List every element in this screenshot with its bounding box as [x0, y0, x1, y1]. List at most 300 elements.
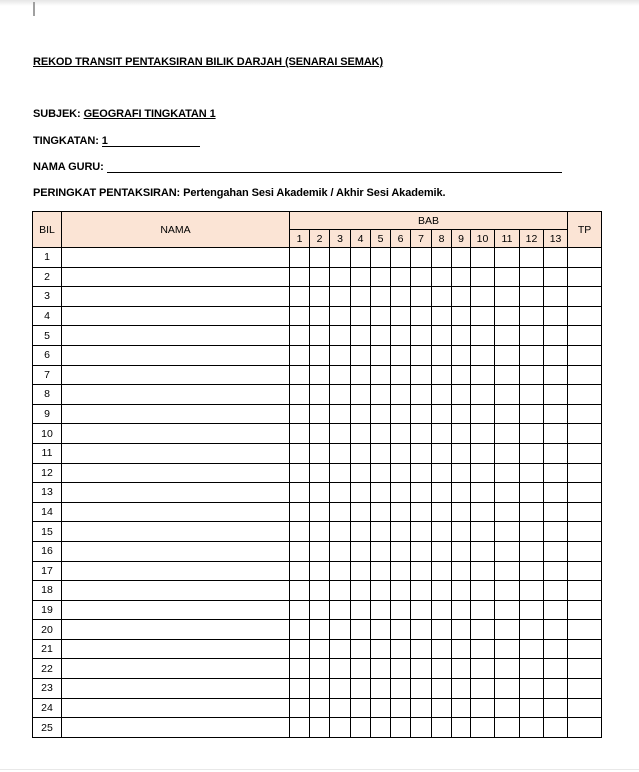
bab-10-cell[interactable]	[471, 679, 495, 699]
tp-cell[interactable]	[568, 483, 602, 503]
bab-6-cell[interactable]	[391, 365, 411, 385]
bab-5-cell[interactable]	[371, 541, 391, 561]
tp-cell[interactable]	[568, 443, 602, 463]
nama-guru-field[interactable]	[107, 161, 562, 173]
bab-4-cell[interactable]	[351, 365, 371, 385]
bab-5-cell[interactable]	[371, 600, 391, 620]
bab-5-cell[interactable]	[371, 620, 391, 640]
tingkatan-field[interactable]	[102, 135, 200, 147]
tp-cell[interactable]	[568, 679, 602, 699]
bab-6-cell[interactable]	[391, 620, 411, 640]
bab-11-cell[interactable]	[495, 620, 520, 640]
bab-3-cell[interactable]	[330, 561, 351, 581]
bab-8-cell[interactable]	[432, 561, 452, 581]
bab-1-cell[interactable]	[290, 679, 310, 699]
tp-cell[interactable]	[568, 698, 602, 718]
bab-11-cell[interactable]	[495, 248, 520, 268]
name-cell[interactable]	[62, 522, 290, 542]
bab-1-cell[interactable]	[290, 522, 310, 542]
bab-9-cell[interactable]	[452, 345, 471, 365]
bab-11-cell[interactable]	[495, 522, 520, 542]
bab-7-cell[interactable]	[411, 522, 432, 542]
bab-2-cell[interactable]	[310, 600, 330, 620]
bab-10-cell[interactable]	[471, 287, 495, 307]
bab-3-cell[interactable]	[330, 502, 351, 522]
bab-9-cell[interactable]	[452, 424, 471, 444]
bab-8-cell[interactable]	[432, 248, 452, 268]
bab-11-cell[interactable]	[495, 600, 520, 620]
bab-10-cell[interactable]	[471, 541, 495, 561]
bab-2-cell[interactable]	[310, 404, 330, 424]
bab-7-cell[interactable]	[411, 541, 432, 561]
name-cell[interactable]	[62, 443, 290, 463]
bab-7-cell[interactable]	[411, 287, 432, 307]
bab-13-cell[interactable]	[544, 424, 568, 444]
bab-12-cell[interactable]	[520, 306, 544, 326]
name-cell[interactable]	[62, 698, 290, 718]
bab-12-cell[interactable]	[520, 541, 544, 561]
bab-7-cell[interactable]	[411, 581, 432, 601]
bab-9-cell[interactable]	[452, 326, 471, 346]
bab-9-cell[interactable]	[452, 541, 471, 561]
bab-8-cell[interactable]	[432, 659, 452, 679]
bab-3-cell[interactable]	[330, 443, 351, 463]
bab-7-cell[interactable]	[411, 698, 432, 718]
bab-5-cell[interactable]	[371, 267, 391, 287]
bab-6-cell[interactable]	[391, 718, 411, 738]
bab-10-cell[interactable]	[471, 424, 495, 444]
name-cell[interactable]	[62, 581, 290, 601]
bab-13-cell[interactable]	[544, 326, 568, 346]
bab-3-cell[interactable]	[330, 365, 351, 385]
bab-5-cell[interactable]	[371, 502, 391, 522]
bab-12-cell[interactable]	[520, 679, 544, 699]
tp-cell[interactable]	[568, 639, 602, 659]
bab-8-cell[interactable]	[432, 639, 452, 659]
bab-13-cell[interactable]	[544, 522, 568, 542]
bab-1-cell[interactable]	[290, 561, 310, 581]
bab-6-cell[interactable]	[391, 502, 411, 522]
bab-5-cell[interactable]	[371, 483, 391, 503]
bab-13-cell[interactable]	[544, 443, 568, 463]
name-cell[interactable]	[62, 326, 290, 346]
bab-9-cell[interactable]	[452, 600, 471, 620]
bab-11-cell[interactable]	[495, 424, 520, 444]
name-cell[interactable]	[62, 541, 290, 561]
bab-6-cell[interactable]	[391, 698, 411, 718]
bab-13-cell[interactable]	[544, 659, 568, 679]
bab-3-cell[interactable]	[330, 345, 351, 365]
bab-1-cell[interactable]	[290, 404, 310, 424]
subjek-value[interactable]: GEOGRAFI TINGKATAN 1	[83, 108, 216, 120]
bab-4-cell[interactable]	[351, 659, 371, 679]
bab-5-cell[interactable]	[371, 404, 391, 424]
bab-1-cell[interactable]	[290, 483, 310, 503]
bab-11-cell[interactable]	[495, 541, 520, 561]
name-cell[interactable]	[62, 502, 290, 522]
name-cell[interactable]	[62, 620, 290, 640]
bab-1-cell[interactable]	[290, 620, 310, 640]
name-cell[interactable]	[62, 600, 290, 620]
bab-12-cell[interactable]	[520, 483, 544, 503]
bab-9-cell[interactable]	[452, 718, 471, 738]
bab-12-cell[interactable]	[520, 365, 544, 385]
bab-6-cell[interactable]	[391, 639, 411, 659]
bab-5-cell[interactable]	[371, 561, 391, 581]
bab-4-cell[interactable]	[351, 679, 371, 699]
bab-13-cell[interactable]	[544, 600, 568, 620]
bab-5-cell[interactable]	[371, 698, 391, 718]
bab-11-cell[interactable]	[495, 443, 520, 463]
tp-cell[interactable]	[568, 463, 602, 483]
bab-8-cell[interactable]	[432, 326, 452, 346]
bab-5-cell[interactable]	[371, 385, 391, 405]
bab-6-cell[interactable]	[391, 287, 411, 307]
bab-10-cell[interactable]	[471, 581, 495, 601]
bab-9-cell[interactable]	[452, 404, 471, 424]
bab-9-cell[interactable]	[452, 620, 471, 640]
bab-7-cell[interactable]	[411, 600, 432, 620]
bab-11-cell[interactable]	[495, 483, 520, 503]
bab-2-cell[interactable]	[310, 424, 330, 444]
tp-cell[interactable]	[568, 326, 602, 346]
bab-4-cell[interactable]	[351, 443, 371, 463]
bab-6-cell[interactable]	[391, 385, 411, 405]
bab-11-cell[interactable]	[495, 718, 520, 738]
bab-7-cell[interactable]	[411, 385, 432, 405]
bab-3-cell[interactable]	[330, 620, 351, 640]
bab-7-cell[interactable]	[411, 620, 432, 640]
bab-2-cell[interactable]	[310, 326, 330, 346]
bab-5-cell[interactable]	[371, 443, 391, 463]
bab-6-cell[interactable]	[391, 600, 411, 620]
bab-10-cell[interactable]	[471, 248, 495, 268]
bab-10-cell[interactable]	[471, 718, 495, 738]
bab-6-cell[interactable]	[391, 424, 411, 444]
bab-7-cell[interactable]	[411, 404, 432, 424]
bab-8-cell[interactable]	[432, 463, 452, 483]
bab-10-cell[interactable]	[471, 306, 495, 326]
bab-6-cell[interactable]	[391, 581, 411, 601]
name-cell[interactable]	[62, 424, 290, 444]
bab-8-cell[interactable]	[432, 385, 452, 405]
tp-cell[interactable]	[568, 345, 602, 365]
bab-12-cell[interactable]	[520, 287, 544, 307]
bab-8-cell[interactable]	[432, 365, 452, 385]
tp-cell[interactable]	[568, 365, 602, 385]
bab-10-cell[interactable]	[471, 365, 495, 385]
bab-7-cell[interactable]	[411, 561, 432, 581]
bab-3-cell[interactable]	[330, 679, 351, 699]
bab-7-cell[interactable]	[411, 248, 432, 268]
bab-10-cell[interactable]	[471, 561, 495, 581]
tp-cell[interactable]	[568, 306, 602, 326]
bab-3-cell[interactable]	[330, 385, 351, 405]
bab-7-cell[interactable]	[411, 365, 432, 385]
bab-1-cell[interactable]	[290, 248, 310, 268]
bab-11-cell[interactable]	[495, 561, 520, 581]
tp-cell[interactable]	[568, 718, 602, 738]
bab-9-cell[interactable]	[452, 659, 471, 679]
bab-4-cell[interactable]	[351, 502, 371, 522]
bab-3-cell[interactable]	[330, 639, 351, 659]
bab-6-cell[interactable]	[391, 463, 411, 483]
bab-1-cell[interactable]	[290, 385, 310, 405]
tp-cell[interactable]	[568, 385, 602, 405]
bab-11-cell[interactable]	[495, 679, 520, 699]
bab-11-cell[interactable]	[495, 287, 520, 307]
name-cell[interactable]	[62, 287, 290, 307]
bab-12-cell[interactable]	[520, 600, 544, 620]
bab-9-cell[interactable]	[452, 385, 471, 405]
bab-13-cell[interactable]	[544, 581, 568, 601]
bab-7-cell[interactable]	[411, 326, 432, 346]
bab-10-cell[interactable]	[471, 463, 495, 483]
bab-11-cell[interactable]	[495, 698, 520, 718]
name-cell[interactable]	[62, 659, 290, 679]
bab-2-cell[interactable]	[310, 463, 330, 483]
bab-12-cell[interactable]	[520, 248, 544, 268]
bab-9-cell[interactable]	[452, 639, 471, 659]
bab-6-cell[interactable]	[391, 541, 411, 561]
bab-2-cell[interactable]	[310, 483, 330, 503]
name-cell[interactable]	[62, 718, 290, 738]
bab-12-cell[interactable]	[520, 698, 544, 718]
bab-11-cell[interactable]	[495, 345, 520, 365]
tp-cell[interactable]	[568, 248, 602, 268]
bab-10-cell[interactable]	[471, 502, 495, 522]
bab-9-cell[interactable]	[452, 483, 471, 503]
bab-7-cell[interactable]	[411, 345, 432, 365]
tp-cell[interactable]	[568, 267, 602, 287]
bab-7-cell[interactable]	[411, 483, 432, 503]
bab-9-cell[interactable]	[452, 248, 471, 268]
tp-cell[interactable]	[568, 522, 602, 542]
bab-12-cell[interactable]	[520, 267, 544, 287]
bab-6-cell[interactable]	[391, 679, 411, 699]
bab-12-cell[interactable]	[520, 659, 544, 679]
bab-10-cell[interactable]	[471, 404, 495, 424]
bab-5-cell[interactable]	[371, 345, 391, 365]
bab-11-cell[interactable]	[495, 326, 520, 346]
bab-11-cell[interactable]	[495, 659, 520, 679]
bab-6-cell[interactable]	[391, 404, 411, 424]
tp-cell[interactable]	[568, 581, 602, 601]
tp-cell[interactable]	[568, 404, 602, 424]
bab-1-cell[interactable]	[290, 365, 310, 385]
bab-10-cell[interactable]	[471, 698, 495, 718]
bab-10-cell[interactable]	[471, 639, 495, 659]
bab-8-cell[interactable]	[432, 443, 452, 463]
bab-1-cell[interactable]	[290, 718, 310, 738]
bab-11-cell[interactable]	[495, 306, 520, 326]
bab-3-cell[interactable]	[330, 248, 351, 268]
bab-12-cell[interactable]	[520, 443, 544, 463]
bab-4-cell[interactable]	[351, 248, 371, 268]
bab-9-cell[interactable]	[452, 463, 471, 483]
bab-4-cell[interactable]	[351, 267, 371, 287]
bab-7-cell[interactable]	[411, 639, 432, 659]
bab-2-cell[interactable]	[310, 561, 330, 581]
bab-8-cell[interactable]	[432, 679, 452, 699]
name-cell[interactable]	[62, 483, 290, 503]
bab-11-cell[interactable]	[495, 385, 520, 405]
bab-1-cell[interactable]	[290, 581, 310, 601]
bab-12-cell[interactable]	[520, 424, 544, 444]
bab-3-cell[interactable]	[330, 404, 351, 424]
bab-6-cell[interactable]	[391, 248, 411, 268]
bab-9-cell[interactable]	[452, 502, 471, 522]
bab-7-cell[interactable]	[411, 443, 432, 463]
bab-6-cell[interactable]	[391, 443, 411, 463]
bab-1-cell[interactable]	[290, 639, 310, 659]
bab-7-cell[interactable]	[411, 502, 432, 522]
bab-3-cell[interactable]	[330, 600, 351, 620]
bab-1-cell[interactable]	[290, 267, 310, 287]
bab-2-cell[interactable]	[310, 522, 330, 542]
bab-12-cell[interactable]	[520, 502, 544, 522]
bab-11-cell[interactable]	[495, 502, 520, 522]
name-cell[interactable]	[62, 365, 290, 385]
bab-4-cell[interactable]	[351, 718, 371, 738]
bab-13-cell[interactable]	[544, 463, 568, 483]
bab-9-cell[interactable]	[452, 581, 471, 601]
bab-12-cell[interactable]	[520, 326, 544, 346]
bab-13-cell[interactable]	[544, 248, 568, 268]
bab-2-cell[interactable]	[310, 679, 330, 699]
name-cell[interactable]	[62, 404, 290, 424]
bab-2-cell[interactable]	[310, 502, 330, 522]
bab-13-cell[interactable]	[544, 561, 568, 581]
bab-8-cell[interactable]	[432, 345, 452, 365]
tp-cell[interactable]	[568, 659, 602, 679]
bab-4-cell[interactable]	[351, 581, 371, 601]
tp-cell[interactable]	[568, 600, 602, 620]
bab-10-cell[interactable]	[471, 522, 495, 542]
bab-12-cell[interactable]	[520, 345, 544, 365]
bab-11-cell[interactable]	[495, 639, 520, 659]
bab-13-cell[interactable]	[544, 541, 568, 561]
bab-4-cell[interactable]	[351, 541, 371, 561]
bab-12-cell[interactable]	[520, 561, 544, 581]
bab-1-cell[interactable]	[290, 659, 310, 679]
bab-4-cell[interactable]	[351, 639, 371, 659]
bab-5-cell[interactable]	[371, 679, 391, 699]
bab-4-cell[interactable]	[351, 600, 371, 620]
bab-3-cell[interactable]	[330, 698, 351, 718]
bab-6-cell[interactable]	[391, 326, 411, 346]
bab-5-cell[interactable]	[371, 639, 391, 659]
bab-7-cell[interactable]	[411, 463, 432, 483]
bab-13-cell[interactable]	[544, 718, 568, 738]
bab-9-cell[interactable]	[452, 522, 471, 542]
bab-10-cell[interactable]	[471, 659, 495, 679]
name-cell[interactable]	[62, 345, 290, 365]
bab-5-cell[interactable]	[371, 248, 391, 268]
bab-1-cell[interactable]	[290, 424, 310, 444]
bab-6-cell[interactable]	[391, 483, 411, 503]
bab-8-cell[interactable]	[432, 287, 452, 307]
bab-10-cell[interactable]	[471, 385, 495, 405]
bab-10-cell[interactable]	[471, 483, 495, 503]
bab-4-cell[interactable]	[351, 522, 371, 542]
name-cell[interactable]	[62, 267, 290, 287]
bab-6-cell[interactable]	[391, 345, 411, 365]
bab-12-cell[interactable]	[520, 620, 544, 640]
bab-3-cell[interactable]	[330, 718, 351, 738]
bab-13-cell[interactable]	[544, 483, 568, 503]
bab-13-cell[interactable]	[544, 698, 568, 718]
bab-9-cell[interactable]	[452, 365, 471, 385]
bab-8-cell[interactable]	[432, 424, 452, 444]
bab-11-cell[interactable]	[495, 463, 520, 483]
bab-4-cell[interactable]	[351, 561, 371, 581]
bab-7-cell[interactable]	[411, 306, 432, 326]
bab-10-cell[interactable]	[471, 267, 495, 287]
bab-12-cell[interactable]	[520, 639, 544, 659]
bab-13-cell[interactable]	[544, 679, 568, 699]
name-cell[interactable]	[62, 248, 290, 268]
bab-5-cell[interactable]	[371, 659, 391, 679]
bab-1-cell[interactable]	[290, 502, 310, 522]
bab-13-cell[interactable]	[544, 404, 568, 424]
bab-12-cell[interactable]	[520, 463, 544, 483]
bab-7-cell[interactable]	[411, 679, 432, 699]
bab-4-cell[interactable]	[351, 698, 371, 718]
bab-8-cell[interactable]	[432, 502, 452, 522]
bab-2-cell[interactable]	[310, 639, 330, 659]
bab-3-cell[interactable]	[330, 541, 351, 561]
bab-12-cell[interactable]	[520, 522, 544, 542]
tp-cell[interactable]	[568, 502, 602, 522]
bab-13-cell[interactable]	[544, 287, 568, 307]
bab-4-cell[interactable]	[351, 404, 371, 424]
bab-8-cell[interactable]	[432, 522, 452, 542]
bab-11-cell[interactable]	[495, 267, 520, 287]
tp-cell[interactable]	[568, 541, 602, 561]
bab-8-cell[interactable]	[432, 600, 452, 620]
bab-4-cell[interactable]	[351, 345, 371, 365]
bab-2-cell[interactable]	[310, 698, 330, 718]
bab-13-cell[interactable]	[544, 639, 568, 659]
tp-cell[interactable]	[568, 287, 602, 307]
bab-12-cell[interactable]	[520, 385, 544, 405]
bab-2-cell[interactable]	[310, 267, 330, 287]
bab-12-cell[interactable]	[520, 581, 544, 601]
tp-cell[interactable]	[568, 620, 602, 640]
bab-2-cell[interactable]	[310, 365, 330, 385]
bab-2-cell[interactable]	[310, 581, 330, 601]
bab-3-cell[interactable]	[330, 659, 351, 679]
bab-9-cell[interactable]	[452, 698, 471, 718]
bab-11-cell[interactable]	[495, 404, 520, 424]
bab-9-cell[interactable]	[452, 267, 471, 287]
bab-8-cell[interactable]	[432, 306, 452, 326]
bab-10-cell[interactable]	[471, 620, 495, 640]
bab-8-cell[interactable]	[432, 541, 452, 561]
bab-11-cell[interactable]	[495, 581, 520, 601]
bab-5-cell[interactable]	[371, 424, 391, 444]
bab-3-cell[interactable]	[330, 463, 351, 483]
bab-2-cell[interactable]	[310, 248, 330, 268]
bab-8-cell[interactable]	[432, 581, 452, 601]
bab-2-cell[interactable]	[310, 345, 330, 365]
bab-8-cell[interactable]	[432, 620, 452, 640]
bab-4-cell[interactable]	[351, 287, 371, 307]
bab-6-cell[interactable]	[391, 267, 411, 287]
bab-3-cell[interactable]	[330, 522, 351, 542]
bab-7-cell[interactable]	[411, 267, 432, 287]
